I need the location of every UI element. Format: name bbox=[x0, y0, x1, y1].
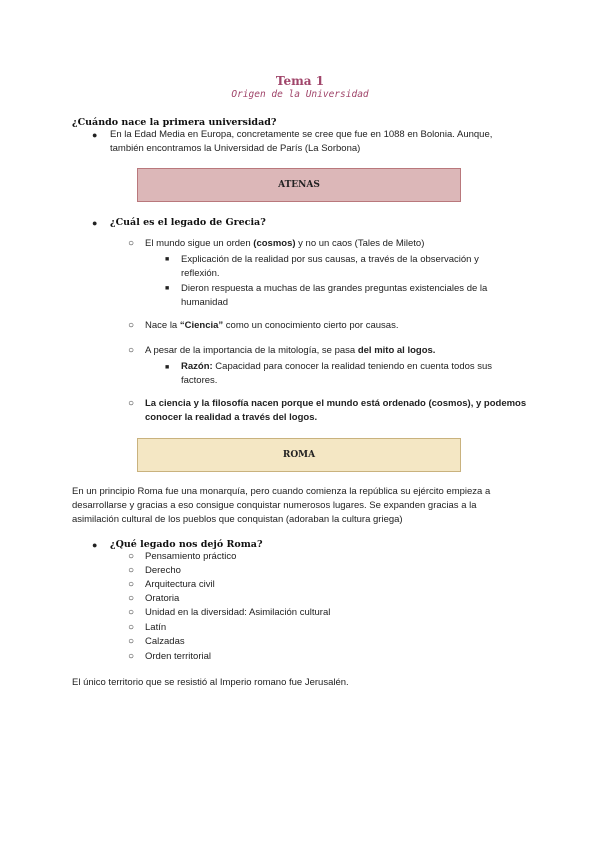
grecia-item-4-line1: La ciencia y la filosofía nacen porque el mundo está ordenado (cosmos), y podemos bbox=[145, 398, 527, 409]
grecia-item-1: El mundo sigue un orden (cosmos) y no un caos (Tales de Mileto) bbox=[145, 238, 425, 249]
roma-closing-line: El único territorio que se resistió al Imperio romano fue Jerusalén. bbox=[72, 677, 349, 688]
circle-bullet: ○ bbox=[128, 238, 135, 249]
circle-bullet: ○ bbox=[128, 398, 135, 409]
grecia-sub-1-line2: reflexión. bbox=[181, 268, 220, 279]
roma-item: Pensamiento práctico bbox=[145, 551, 237, 562]
circle-bullet: ○ bbox=[128, 651, 135, 662]
roma-item: Oratoria bbox=[145, 593, 180, 604]
atenas-box-label: ATENAS bbox=[278, 180, 320, 190]
circle-bullet: ○ bbox=[128, 636, 135, 647]
roma-section-box bbox=[137, 438, 461, 472]
grecia-item-2: Nace la “Ciencia” como un conocimiento cierto por causas. bbox=[145, 320, 399, 331]
roma-item: Calzadas bbox=[145, 636, 185, 647]
page-subtitle: Origen de la Universidad bbox=[231, 89, 369, 100]
grecia-sub-1-line1: Explicación de la realidad por sus causas, a través de la observación y bbox=[181, 254, 479, 265]
square-bullet: ■ bbox=[165, 285, 170, 292]
bullet-dot: ● bbox=[92, 540, 98, 550]
circle-bullet: ○ bbox=[128, 607, 135, 618]
grecia-item-3: A pesar de la importancia de la mitología, se pasa del mito al logos. bbox=[145, 345, 436, 356]
bullet-dot: ● bbox=[92, 218, 98, 228]
grecia-sub-2-line1: Dieron respuesta a muchas de las grandes preguntas existenciales de la bbox=[181, 283, 488, 294]
roma-item: Unidad en la diversidad: Asimilación cultural bbox=[145, 607, 331, 618]
roma-box-label: ROMA bbox=[282, 450, 316, 460]
grecia-item-4-line2: conocer la realidad a través del logos. bbox=[145, 412, 318, 423]
s1-bullet-line2: también encontramos la Universidad de París (La Sorbona) bbox=[110, 143, 361, 154]
roma-item: Derecho bbox=[145, 565, 181, 576]
roma-item: Latín bbox=[145, 622, 167, 633]
grecia-sub-3-line1: Razón: Capacidad para conocer la realidad teniendo en cuenta todos sus bbox=[181, 361, 493, 372]
heading-primera-universidad: ¿Cuándo nace la primera universidad? bbox=[72, 117, 277, 128]
circle-bullet: ○ bbox=[128, 579, 135, 590]
roma-paragraph-line2: desarrollarse y gracias a eso consigue conquistar numerosos lugares. Se expanden gracias a la bbox=[72, 500, 477, 511]
atenas-section-box bbox=[137, 168, 461, 202]
s1-bullet-line1: En la Edad Media en Europa, concretamente se cree que fue en 1088 en Bolonia. Aunque, bbox=[110, 129, 493, 140]
square-bullet: ■ bbox=[165, 256, 170, 263]
square-bullet: ■ bbox=[165, 364, 170, 371]
circle-bullet: ○ bbox=[128, 565, 135, 576]
grecia-sub-3-line2: factores. bbox=[181, 375, 218, 386]
roma-item: Arquitectura civil bbox=[145, 579, 215, 590]
roma-item: Orden territorial bbox=[145, 651, 211, 662]
grecia-sub-2-line2: humanidad bbox=[181, 297, 229, 308]
circle-bullet: ○ bbox=[128, 320, 135, 331]
page-title: Tema 1 bbox=[275, 74, 325, 88]
circle-bullet: ○ bbox=[128, 551, 135, 562]
heading-legado-grecia: ¿Cuál es el legado de Grecia? bbox=[110, 217, 266, 228]
circle-bullet: ○ bbox=[128, 622, 135, 633]
circle-bullet: ○ bbox=[128, 593, 135, 604]
bullet-dot: ● bbox=[92, 130, 98, 140]
roma-paragraph-line1: En un principio Roma fue una monarquía, pero cuando comienza la república su ejército empieza a bbox=[72, 486, 491, 497]
roma-paragraph-line3: asimilación cultural de los pueblos que conquistan (adoraban la cultura griega) bbox=[72, 514, 403, 525]
heading-legado-roma: ¿Qué legado nos dejó Roma? bbox=[110, 539, 263, 550]
circle-bullet: ○ bbox=[128, 345, 135, 356]
